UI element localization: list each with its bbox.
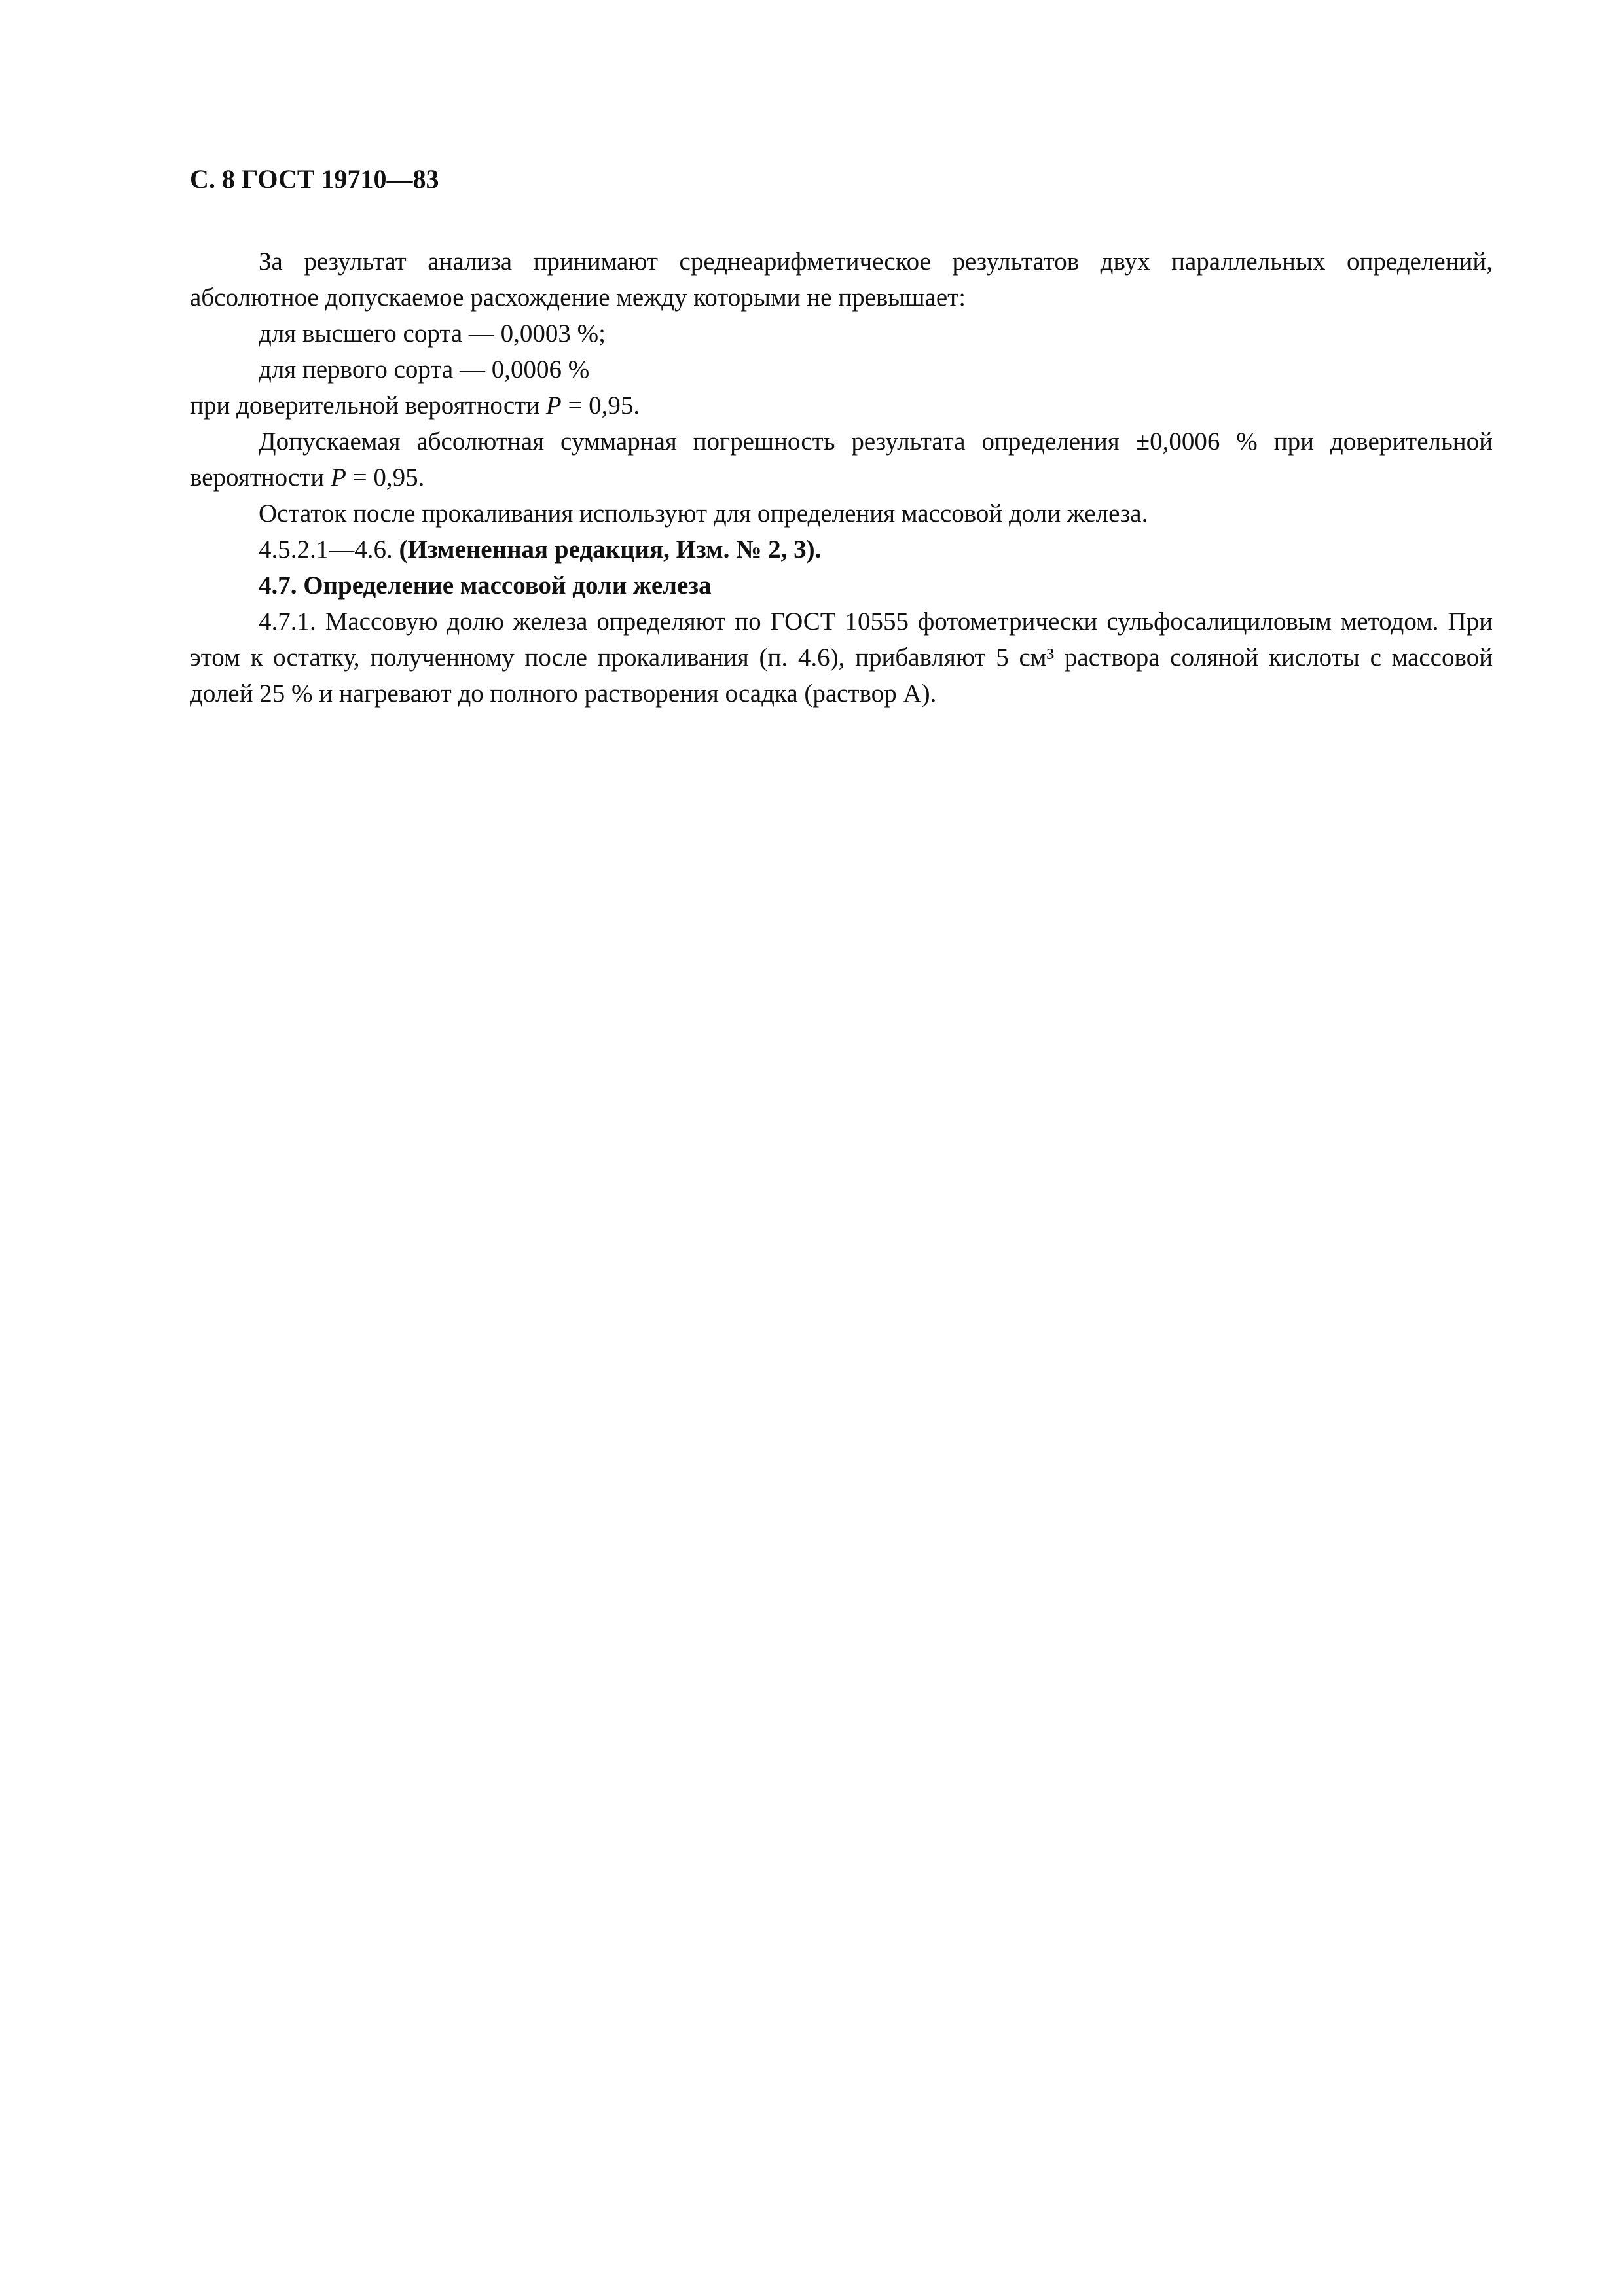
paragraph: Остаток после прокаливания используют для определения массовой доли железа. — [259, 499, 1148, 528]
paragraph: при доверительной вероятности P = 0,95. — [190, 391, 640, 420]
page-header: С. 8 ГОСТ 19710—83 — [190, 164, 439, 194]
document-page — [190, 164, 1493, 711]
list-item: для первого сорта — 0,0006 % — [259, 355, 590, 384]
paragraph: За результат анализа принимают среднеарифметическое результатов двух параллельных определений, абсолютное допускаемое расхождение между которыми не превышает: — [190, 247, 1493, 312]
paragraph: 4.7.1. Массовую долю железа определяют по ГОСТ 10555 фотометрически сульфосалициловым методом. При этом к остатку, полученному после прокаливания (п. 4.6), прибавляют 5 см³ раствора соляной кислоты с массовой долей 25 % и нагревают до полного растворения осадка (раствор А). — [190, 607, 1493, 708]
list-item: для высшего сорта — 0,0003 %; — [259, 319, 606, 348]
section-heading: 4.7. Определение массовой доли железа — [259, 571, 712, 600]
paragraph: Допускаемая абсолютная суммарная погрешность результата определения ±0,0006 % при доверительной вероятности P = 0,95. — [190, 427, 1493, 492]
amendment-note: 4.5.2.1—4.6. (Измененная редакция, Изм. № 2, 3). — [259, 535, 822, 564]
